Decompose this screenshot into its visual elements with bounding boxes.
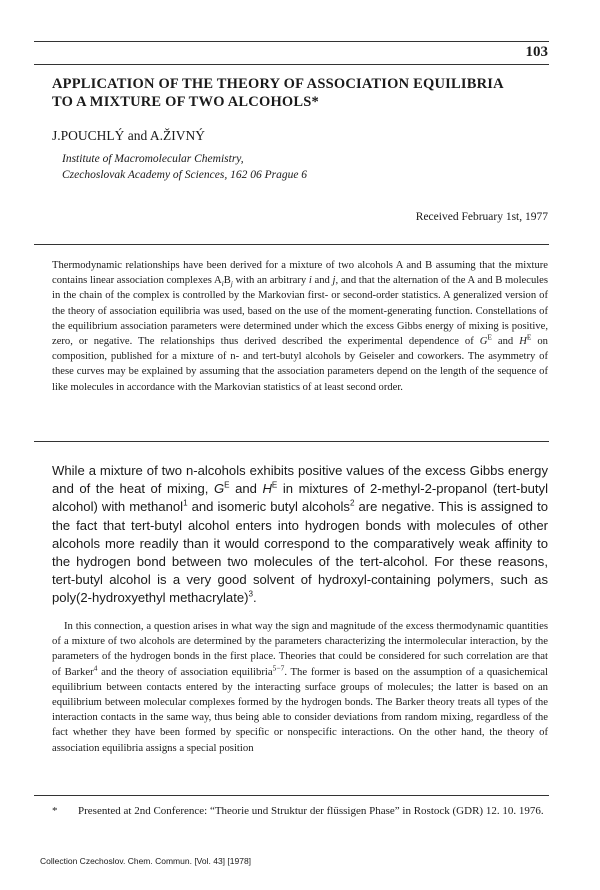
reference-mark: 5−7 <box>272 663 285 673</box>
lead-text: in mixtures of 2-methyl-2-propanol (tert-butyl alcohol) with methanol <box>52 481 548 515</box>
reference-mark: 1 <box>183 499 188 509</box>
body-paragraph <box>52 619 548 756</box>
lead-text: and isomeric butyl alcohols <box>187 499 350 515</box>
variable: j <box>332 275 336 287</box>
received-date: Received February 1st, 1977 <box>415 211 548 223</box>
paper-title <box>52 75 552 111</box>
footnote-mark: * <box>52 805 58 817</box>
authors: J.POUCHLÝ and A.ŽIVNÝ <box>52 128 205 143</box>
header-rule <box>34 41 549 42</box>
abstract-text: on composition, published for a mixture of n- and tert-butyl alcohols by Geiseler and coworkers. The asymmetry of these curves may be explained by assuming that the association parameters depend on the length of the sequence of like molecules in accordance with the Markovian statistics of at least second order. <box>52 336 548 393</box>
footnote <box>52 804 548 819</box>
variable: G <box>213 481 225 497</box>
footnote-rule <box>34 795 549 796</box>
abstract-text: Thermodynamic relationships have been derived for a mixture of two alcohols A and B assuming that the mixture contains linear association complexes A <box>52 260 548 287</box>
superscript: E <box>487 332 492 342</box>
abstract-text: B <box>223 275 231 287</box>
abstract-text: with an arbitrary <box>232 275 309 287</box>
body-text: and the theory of association equilibria <box>97 665 273 678</box>
abstract-text: , and that the alternation of the A and B molecules in the chain of the complex is controlled by the Markovian first- or second-order statistics. A generalized version of the theory of association equilibria was used, based on the use of the moment-generating function. Constellations of the equilibrium association parameters were determined under which the excess Gibbs energy of mixing is positive, zero, or negative. The relationships thus derived described the experimental dependence of <box>52 275 549 348</box>
abstract-text: and <box>491 336 520 348</box>
reference-mark: 2 <box>349 499 355 509</box>
superscript: E <box>224 480 230 490</box>
lead-text: and <box>229 481 263 497</box>
reference-mark: 4 <box>93 663 98 673</box>
superscript: E <box>271 480 278 490</box>
body-text: In this connection, a question arises in what way the sign and magnitude of the excess thermodynamic quantities of a mixture of two alcohols are determined by the parameters characterizing the intermolecular interaction, by the parameters of the hydrogen bonds in the first place. Theories that could be considered for such correlation are that of Barker <box>52 620 548 678</box>
lead-text: are negative. This is assigned to the fact that tert-butyl alcohol enters into hydrogen bonds with molecules of other alcohols more readily than it would correspond to the comparatively weak affinity to the hydrogen bond between two molecules of the tert-alcohol. For these reasons, tert-butyl alcohol is a very good solvent of hydroxyl-containing polymers, such as poly(2-hydroxyethyl methacrylate) <box>52 499 549 606</box>
lead-text: . <box>253 590 257 606</box>
title-line-1: APPLICATION OF THE THEORY OF ASSOCIATION EQUILIBRIA <box>52 76 504 92</box>
reference-mark: 3 <box>248 590 253 600</box>
title-line-2: TO A MIXTURE OF TWO ALCOHOLS* <box>52 94 319 110</box>
abstract-text: and <box>311 275 333 287</box>
variable: i <box>308 275 312 287</box>
variable: G <box>479 336 488 348</box>
superscript: E <box>526 332 532 342</box>
lead-text: While a mixture of two n-alcohols exhibits positive values of the excess Gibbs energy and of the heat of mixing, <box>52 463 548 497</box>
variable: H <box>262 481 272 497</box>
page-number: 103 <box>525 44 548 60</box>
affiliation <box>62 151 307 183</box>
abstract <box>52 258 548 395</box>
abstract-top-rule <box>34 244 549 245</box>
affiliation-line-2: Czechoslovak Academy of Sciences, 162 06 Prague 6 <box>62 169 308 181</box>
header-rule-lower <box>34 64 549 65</box>
affiliation-line-1: Institute of Macromolecular Chemistry, <box>62 153 244 165</box>
abstract-bottom-rule <box>34 441 549 442</box>
subscript: j <box>230 279 233 289</box>
body-text: . The former is based on the assumption of a quasichemical equilibrium between contacts entered by the interacting surface groups of molecules; the latter is based on an equilibrium between molecular complexes formed by the hydrogen bonds. The Barker theory treats all types of the interaction contacts in the same way, thus being able to consider deviations from random mixing, regardless of the fact whether they have been formed by specific or nonspecific interactions. On the other hand, the theory of association equilibria assigns a special position <box>52 665 549 754</box>
journal-citation: Collection Czechoslov. Chem. Commun. [Vol. 43] [1978] <box>40 856 252 866</box>
variable: H <box>519 336 527 348</box>
footnote-text: Presented at 2nd Conference: “Theorie und Struktur der flüssigen Phase” in Rostock (GDR) 12. 10. 1976. <box>78 805 544 817</box>
subscript: i <box>221 279 224 289</box>
lead-paragraph <box>52 462 548 608</box>
